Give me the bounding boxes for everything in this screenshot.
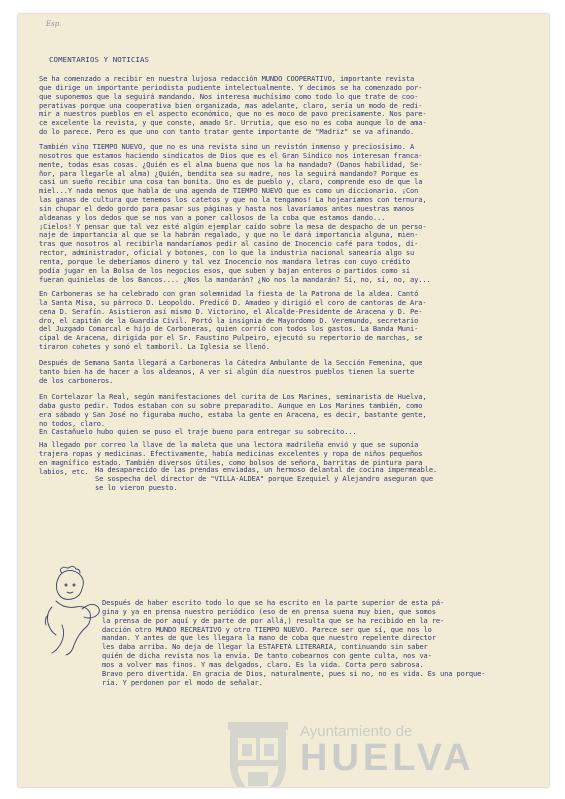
- text-line: fueran quinielas de los Bancos.... ¿Nos la mandarán? ¿No nos la mandarán? Sí, no, sí, no, ay...: [39, 274, 431, 284]
- text-line: se lo vieron puesto.: [95, 482, 178, 492]
- text-line: mandan. Y antes de que les llegara la mano de coba que nuestro repelente director: [102, 633, 436, 643]
- text-line: labios, etc.: [39, 466, 89, 476]
- text-line: casi un sueño recibir una cosa tan bonita. Uno es de pueblo y, claro, comprende eso de que la: [39, 177, 423, 187]
- text-line: naje de importancia al que se la habrán regalado, y que no le dará importancia alguna, mien-: [39, 230, 419, 240]
- text-line: perativas porque una cooperativa bien organizada, mas adelante, claro, sería un modo de redi-: [39, 100, 423, 110]
- text-line: gina y ya en prensa nuestro periódico (eso de en prensa suena muy bien, que somos: [102, 606, 436, 616]
- text-line: ñor, para llegarle al alma) ¿Quién, bendita sea su madre, nos la seguirá mandando? Porque es: [39, 168, 419, 178]
- paragraph-carboneras-fiesta: [39, 290, 539, 352]
- text-line: nosotros que estamos haciendo sindicatos de Dios que es el Gran Síndico nos interesan franca-: [39, 150, 423, 160]
- text-line: del Juzgado Comarcal e hijo de Carboneras, quien corrió con todos los gastos. La Banda Muni-: [39, 324, 419, 334]
- angel-illustration: [42, 565, 102, 657]
- paragraph-postdata: [102, 599, 549, 687]
- text-line: la prensa de por aquí y de parte de por allá,) resulta que se ha recibido en la re-: [102, 615, 445, 625]
- text-line: Después de haber escrito todo lo que se ha escrito en la parte superior de esta pá-: [102, 598, 445, 607]
- text-line: quién de dicha revista nos la envía. De tanto cobearnos con gente culta, nos va-: [102, 651, 432, 661]
- text-line: en magnífico estado. También diversos útiles, como bolsos de señora, barritas de pintura para: [39, 457, 423, 467]
- text-line: la Santa Misa, su párroco D. Leopoldo. Predicó D. Amadeo y dirigió el coro de cantoras de Ara-: [39, 297, 427, 307]
- text-line: Se sospecha del director de "VILLA-ALDEA" porque Ezequiel y Alejandro aseguran que: [95, 473, 434, 483]
- paragraph-catedra-ambulante: [39, 359, 539, 386]
- text-line: que suponemos que la seguirá mandando. Nos interesa muchísimo como todo lo que trate de coo-: [39, 91, 419, 101]
- paragraph-mundo-cooperativo: [39, 75, 539, 137]
- text-line: de los carboneros.: [39, 375, 114, 385]
- text-line: no todos, claro.: [39, 418, 105, 428]
- text-line: Ha desaparecido de las prendas enviadas, un hermoso delantal de cocina impermeable.: [95, 465, 438, 474]
- text-line: podía jugar en la Bolsa de los negocios esos, que suben y bajan enteros o partidos como si: [39, 265, 411, 275]
- text-line: miel...Y nada menos que habla de una agenda de TIEMPO NUEVO que es como un diccionario. ¡Con: [39, 186, 419, 196]
- text-line: que dirige un importante periodista pudiente intelectualmente. Y decimos se ha comenzado por-: [39, 82, 423, 92]
- paragraph-delantal: [95, 466, 549, 493]
- text-line: mos a volver mas finos. Y mas delgados, claro. Es la vida. Corta pero sabrosa.: [102, 659, 424, 669]
- text-line: ¡Cielos! Y pensar que tal vez esté algún ejemplar caído sobre la mesa de despacho de un perso-: [39, 221, 427, 231]
- watermark-line-2: HUELVA: [300, 737, 475, 779]
- text-line: las ganas de cultura que tenemos los catetos y que no la tengamos! La hojearíamos con ternura,: [39, 195, 427, 205]
- text-line: era sábado y San José no figuraba mucho, estaba la gente en Aracena, es decir, bastante gente,: [39, 409, 427, 419]
- text-line: cipal de Aracena, dirigida por el Sr. Faustino Pulpeiro, ejecutó su repertorio de marchas, se: [39, 333, 423, 343]
- coat-of-arms-watermark: [224, 720, 292, 787]
- text-line: mente, todas esas cosas. ¿Quién es el alma buena que nos la ha mandado? (Danos habilidad, Se-: [39, 159, 423, 169]
- text-line: tras que nosotros al recibirla mandaríamos pedir al casino de Inocencio café para todos, di-: [39, 239, 419, 249]
- paragraph-cortelazor: [39, 393, 539, 437]
- text-line: renta, porque le deberíamos dinero y tal vez Inocencio nos mandara letras con cuyo crédito: [39, 256, 411, 266]
- text-line: También vino TIEMPO NUEVO, que no es una revista sino un revistón inmenso y preciosísimo. A: [39, 142, 415, 151]
- page-title: COMENTARIOS Y NOTICIAS: [49, 55, 150, 64]
- text-line: rector, administrador, oficial y botones, con lo que la industria nacional sanearía algo su: [39, 248, 415, 258]
- text-line: Después de Semana Santa llegará a Carboneras la Cátedra Ambulante de la Sección Femenina, que: [39, 358, 423, 367]
- text-line: dro, el capitán de la Guardia Civil. Portó la insignia de Mayordomo D. Veremundo, secretario: [39, 315, 419, 325]
- text-line: ría. Y perdonen por el modo de señalar.: [102, 677, 263, 687]
- text-line: les daba arriba. No deja de llegar la ESTAFETA LITERARIA, continuando sin saber: [102, 642, 428, 652]
- text-line: En Carboneras se ha celebrado con gran solemnidad la fiesta de la Patrona de la aldea. Cantó: [39, 289, 419, 298]
- text-line: ce excelente la revista, y que conste, amado Sr. Urrutia, que eso no es coba aunque lo de ama-: [39, 118, 427, 128]
- text-line: Ha llegado por correo la llave de la maleta que una lectora madrileña envió y que se suponía: [39, 440, 419, 449]
- text-line: sin chupar el dedo gordo para pasar sus páginas y hasta nos lavaríamos antes nuestras manos: [39, 203, 415, 213]
- text-line: Se ha comenzado a recibir en nuestra lujosa redacción MUNDO COOPERATIVO, importante revista: [39, 74, 415, 83]
- text-line: dacción otro MUNDO RECREATIVO y otro TIEMPO NUEVO. Parece ser que sí, que nos lo: [102, 624, 432, 634]
- handwritten-note: Esp.: [46, 20, 62, 28]
- text-line: aldeanas y los dedos que se nos van a poner callosos de la coba que estamos dando...: [39, 212, 386, 222]
- text-line: Bravo pero divertida. En gracia de Dios, naturalmente, pues si no, no es vida. Es una porque-: [102, 668, 486, 678]
- text-line: cena D. Serafín. Asistieron así mismo D. Victorino, el Alcalde-Presidente de Aracena y D. Pe-: [39, 306, 423, 316]
- ayuntamiento-watermark: [300, 723, 475, 779]
- paragraph-tiempo-nuevo: [39, 143, 539, 285]
- text-line: do lo parece. Pero es que uno con tanto tratar gente importante de "Madriz" se va afinando.: [39, 127, 415, 137]
- scanned-page: [18, 14, 549, 787]
- text-line: En Castañuelo hubo quien se puso el traje bueno para entregar su sobrecito...: [39, 427, 357, 437]
- text-line: mir a nuestros pueblos en el aspecto económico, que no es moco de pavo precisamente. Nos pare-: [39, 109, 427, 119]
- text-line: En Cortelazor la Real, según manifestaciones del curita de Los Marines, seminarista de Huelva,: [39, 392, 427, 401]
- text-line: tanto bien ha de hacer a los aldeanos, A ver si algún día nuestros pueblos tienen la suerte: [39, 366, 415, 376]
- text-line: daba gusto pedir. Todos estaban con su sobre preparadito. Aunque en Los Marines también, como: [39, 400, 423, 410]
- text-line: tiraron cohetes y sonó el tamboril. La Iglesia se llenó.: [39, 342, 270, 352]
- watermark-line-1: Ayuntamiento de: [300, 723, 413, 740]
- text-line: trajera ropas y medicinas. Efectivamente, había medicinas excelentes y ropa de niños pequeños: [39, 448, 423, 458]
